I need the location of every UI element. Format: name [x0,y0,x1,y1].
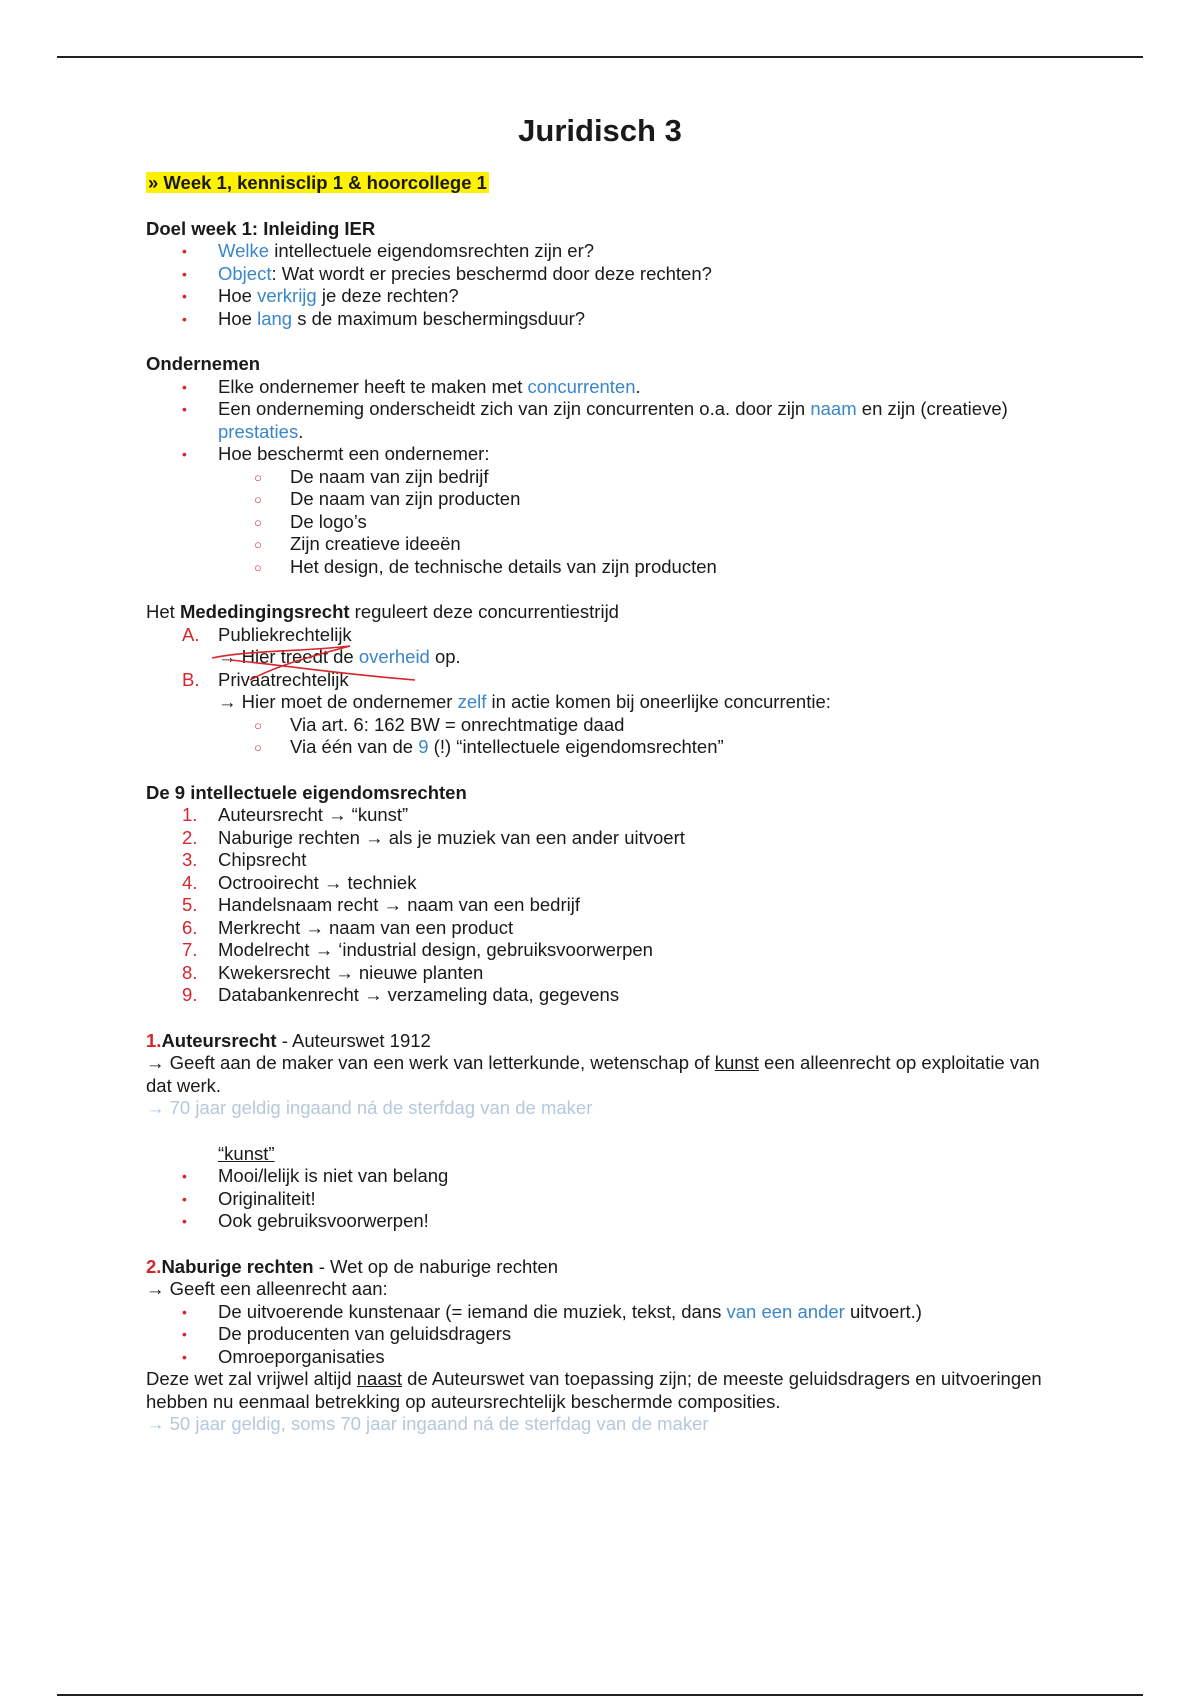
bullet-icon: • [182,1326,187,1342]
sub-list-item: ○ Het design, de technische details van zijn producten [146,556,1046,579]
numbered-item: 4. Octrooirecht → techniek [182,871,417,893]
naburig-duration: → 50 jaar geldig, soms 70 jaar ingaand ná de sterfdag van de maker [146,1413,709,1434]
bullet-icon: • [182,1168,187,1184]
circle-bullet-icon: ○ [254,559,262,575]
list-item: • Welke intellectuele eigendomsrechten zijn er? [182,240,595,261]
naburig-intro: → Geeft een alleenrecht aan: [146,1278,388,1299]
week-heading: » Week 1, kennisclip 1 & hoorcollege 1 [148,172,487,193]
bullet-icon: • [182,1213,187,1229]
top-rule [57,56,1143,58]
list-item-a-detail: → Hier treedt de overheid op. [218,646,461,667]
list-item-a: A. Publiekrechtelijk [182,623,352,645]
numbered-item: 2. Naburige rechten → als je muziek van een ander uitvoert [182,826,685,848]
list-item: • Ook gebruiksvoorwerpen! [182,1210,429,1231]
numbered-item: 5. Handelsnaam recht → naam van een bedrijf [182,894,580,915]
circle-bullet-icon: ○ [254,492,262,507]
sub-list-item: ○ Via art. 6: 162 BW = onrechtmatige daad [146,714,1046,737]
list-item: • Een onderneming onderscheidt zich van zijn concurrenten o.a. door zijn naam en zijn (creatieve) prestaties. [182,398,1008,442]
list-item: • De uitvoerende kunstenaar (= iemand die muziek, tekst, dans van een ander uitvoert.) [182,1300,922,1322]
document-body [146,172,1046,1436]
list-item: • Mooi/lelijk is niet van belang [182,1165,449,1186]
naburig-heading: 2.Naburige rechten - Wet op de naburige rechten [146,1255,559,1277]
bullet-icon: • [182,378,187,395]
list-item: • Hoe lang s de maximum beschermingsduur? [182,307,586,329]
strikethrough-scribble [210,640,420,690]
auteursrecht-description: → Geeft aan de maker van een werk van letterkunde, wetenschap of kunst een alleenrecht op exploitatie van dat werk. [146,1052,1040,1096]
sub-list-item: ○ Via één van de 9 (!) “intellectuele eigendomsrechten” [146,736,1046,759]
list-item: • Omroeporganisaties [182,1345,385,1367]
bottom-rule [57,1694,1143,1696]
list-item: • Originaliteit! [182,1187,316,1209]
circle-bullet-icon: ○ [254,537,262,552]
list-item: • Hoe beschermt een ondernemer: [182,443,490,464]
auteursrecht-duration: → 70 jaar geldig ingaand ná de sterfdag van de maker [146,1097,593,1118]
numbered-item: 3. Chipsrecht [182,849,307,870]
list-item: • Object: Wat wordt er precies beschermd door deze rechten? [182,262,712,284]
auteursrecht-heading: 1.Auteursrecht - Auteurswet 1912 [146,1029,431,1051]
ondernemen-heading: Ondernemen [146,353,261,374]
bullet-icon: • [182,1348,187,1365]
bullet-icon: • [182,288,187,304]
bullet-icon: • [182,446,187,462]
list-item-b-detail: → Hier moet de ondernemer zelf in actie komen bij oneerlijke concurrentie: [218,691,831,712]
bullet-icon: • [182,401,187,417]
naburig-paragraph: Deze wet zal vrijwel altijd naast de Auteurswet van toepassing zijn; de meeste geluidsdragers en uitvoeringen hebben nu eenmaal betrekking op auteursrechtelijk beschermde composities. [146,1368,1042,1412]
bullet-icon: • [182,265,187,282]
sub-list-item: ○ De naam van zijn producten [146,488,1046,511]
circle-bullet-icon: ○ [254,717,262,733]
ier-heading: De 9 intellectuele eigendomsrechten [146,781,467,803]
list-item: • De producenten van geluidsdragers [182,1323,512,1344]
bullet-icon: • [182,1190,187,1207]
circle-bullet-icon: ○ [254,514,262,530]
mededinging-intro: Het Mededingingsrecht reguleert deze concurrentiestrijd [146,601,619,622]
sub-list-item: ○ De logo’s [146,511,1046,534]
circle-bullet-icon: ○ [254,469,262,485]
list-item: • Elke ondernemer heeft te maken met concurrenten. [182,375,641,397]
bullet-icon: • [182,310,187,327]
bullet-icon: • [182,1303,187,1320]
list-item: • Hoe verkrijg je deze rechten? [182,285,459,306]
sub-list-item: ○ Zijn creatieve ideeën [146,533,1046,556]
numbered-item: 9. Databankenrecht → verzameling data, gegevens [182,984,620,1005]
sub-list-item: ○ De naam van zijn bedrijf [146,466,1046,489]
list-item-b: B. Privaatrechtelijk [182,668,349,690]
circle-bullet-icon: ○ [254,740,262,755]
numbered-item: 8. Kwekersrecht → nieuwe planten [182,961,484,983]
page-title: Juridisch 3 [518,113,682,148]
doel-heading: Doel week 1: Inleiding IER [146,217,376,239]
numbered-item: 6. Merkrecht → naam van een product [182,916,514,938]
numbered-item: 1. Auteursrecht → “kunst” [182,804,409,825]
bullet-icon: • [182,243,187,259]
numbered-item: 7. Modelrecht → ‘industrial design, gebruiksvoorwerpen [182,939,653,960]
kunst-label: “kunst” [218,1142,275,1164]
